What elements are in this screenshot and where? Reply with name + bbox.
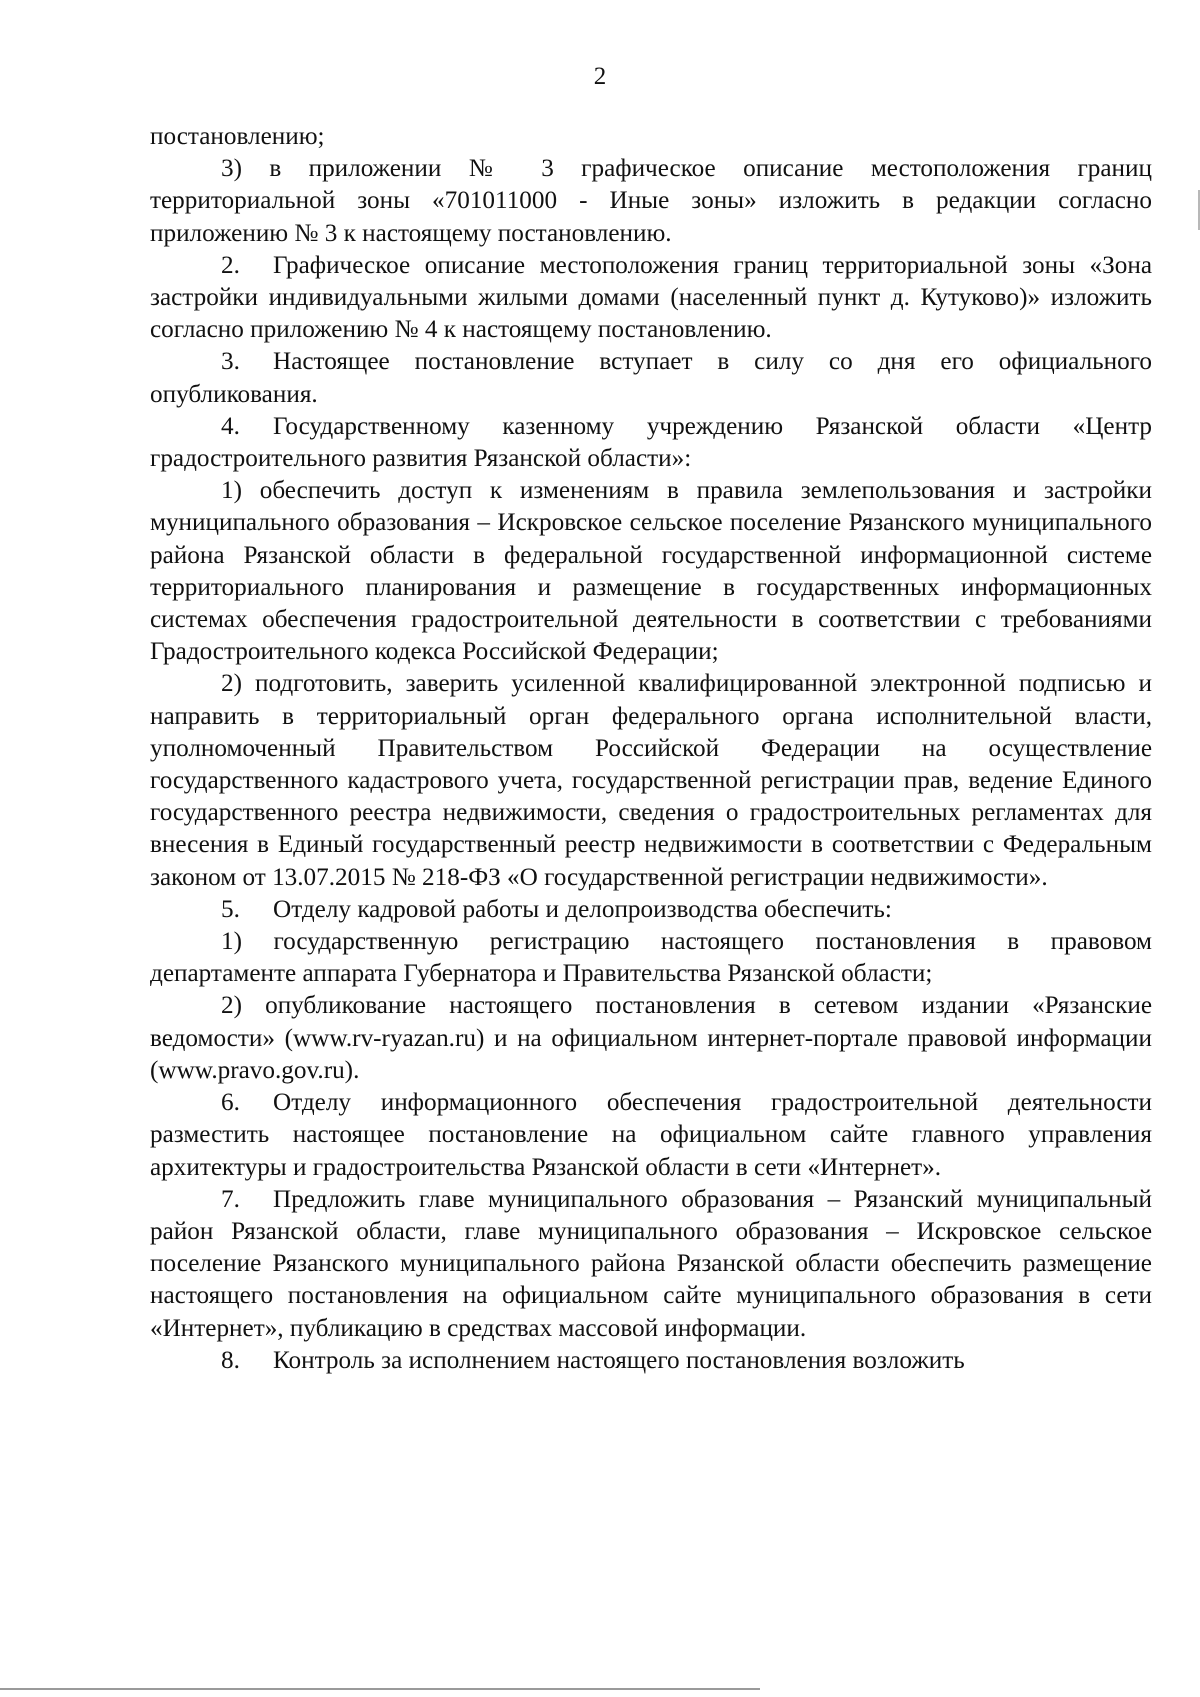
page-number: 2	[593, 63, 607, 90]
paragraph-text: Контроль за исполнением настоящего постановления возложить	[273, 1346, 965, 1374]
document-body	[150, 121, 1152, 1377]
item-number: 7.	[221, 1185, 240, 1213]
item-number: 3.	[221, 348, 240, 376]
paragraph-text: Предложить главе муниципального образования – Рязанский муниципальный район Рязанской области, главе муниципального образования – Искровское сельское поселение Рязанского муниципального района Рязанской области обеспечить размещение настоящего постановления на официальном сайте муниципального образования в сети «Интернет», публикацию в средствах массовой информации.	[150, 1185, 1152, 1342]
item-number: 4.	[221, 412, 240, 440]
item-number: 6.	[221, 1089, 240, 1117]
paragraph-subitem-5-2	[150, 990, 1152, 1087]
paragraph-text: постановлению;	[150, 123, 325, 150]
paragraph-item-2	[150, 250, 1152, 347]
item-number: 8.	[221, 1346, 240, 1374]
paragraph-text: Отделу информационного обеспечения градостроительной деятельности разместить настоящее постановление на официальном сайте главного управления архитектуры и градостроительства Рязанской области в сети «Интернет».	[150, 1089, 1152, 1181]
item-number: 5.	[221, 895, 240, 923]
paragraph-text: 3) в приложении № 3 графическое описание местоположения границ территориальной зоны «701011000 - Иные зоны» изложить в редакции согласно приложению № 3 к настоящему постановлению.	[150, 155, 1152, 247]
paragraph-text: Отделу кадровой работы и делопроизводства обеспечить:	[273, 895, 892, 923]
paragraph-text: Графическое описание местоположения границ территориальной зоны «Зона застройки индивидуальными жилыми домами (населенный пункт д. Кутуково)» изложить согласно приложению № 4 к настоящему постановлению.	[150, 251, 1152, 344]
paragraph-item-6	[150, 1087, 1152, 1184]
paragraph-subitem-5-1	[150, 926, 1152, 990]
paragraph-subitem-4-2	[150, 668, 1152, 893]
paragraph-item-3	[150, 346, 1152, 410]
paragraph-continuation	[150, 121, 1152, 153]
paragraph-item-5	[150, 894, 1152, 926]
paragraph-text: 2) опубликование настоящего постановления в сетевом издании «Рязанские ведомости» (www.rv-ryazan.ru) и на официальном интернет-портале правовой информации (www.pravo.gov.ru).	[150, 992, 1152, 1084]
paragraph-text: 2) подготовить, заверить усиленной квалифицированной электронной подписью и направить в территориальный орган федерального органа исполнительной власти, уполномоченный Правительством Российской Федерации на осуществление государственного кадастрового учета, государственной регистрации прав, ведение Единого государственного реестра недвижимости, сведения о градостроительных регламентах для внесения в Единый государственный реестр недвижимости в соответствии с Федеральным законом от 13.07.2015 № 218-ФЗ «О государственной регистрации недвижимости».	[150, 670, 1152, 891]
paragraph-text: 1) государственную регистрацию настоящего постановления в правовом департаменте аппарата Губернатора и Правительства Рязанской области;	[150, 928, 1152, 988]
paragraph-text: 1) обеспечить доступ к изменениям в правила землепользования и застройки муниципального образования – Искровское сельское поселение Рязанского муниципального района Рязанской области в федеральной государственной информационной системе территориального планирования и размещение в государственных информационных системах обеспечения градостроительной деятельности в соответствии с требованиями Градостроительного кодекса Российской Федерации;	[150, 477, 1152, 666]
scan-bottom-line	[0, 1688, 760, 1690]
paragraph-subitem-4-1	[150, 475, 1152, 668]
paragraph-item-7	[150, 1184, 1152, 1345]
paragraph-text: Государственному казенному учреждению Рязанской области «Центр градостроительного развития Рязанской области»:	[150, 412, 1152, 473]
paragraph-item-8	[150, 1345, 1152, 1377]
paragraph-subitem-3	[150, 153, 1152, 250]
paragraph-text: Настоящее постановление вступает в силу со дня его официального опубликования.	[150, 348, 1152, 408]
item-number: 2.	[221, 251, 240, 279]
paragraph-item-4	[150, 411, 1152, 475]
